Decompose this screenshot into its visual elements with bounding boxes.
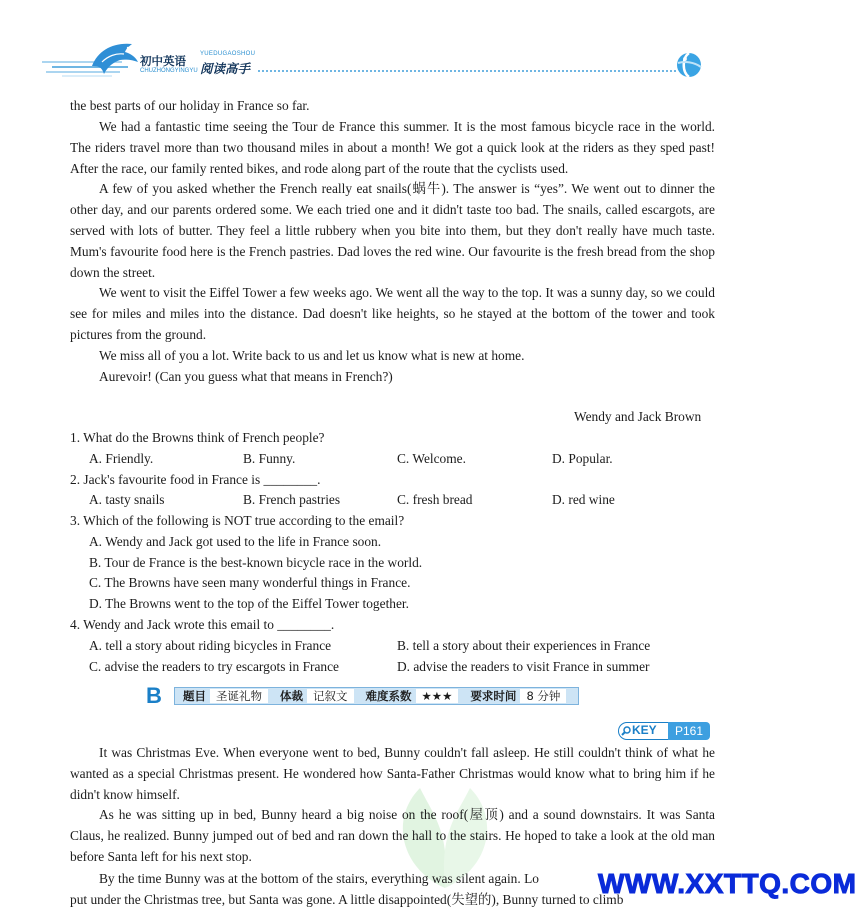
- question-option: A. tasty snails: [89, 492, 165, 507]
- question-option: B. French pastries: [243, 492, 341, 507]
- question-option: C. Welcome.: [397, 451, 466, 466]
- time-value: 8 分钟: [520, 689, 566, 703]
- passage-a-body: [70, 117, 715, 387]
- difficulty-label: 难度系数: [365, 689, 412, 703]
- title-value: 圣诞礼物: [210, 689, 268, 703]
- passage-b-paragraph: As he was sitting up in bed, Bunny heard a big noise on the roof(屋顶) and a sound downstairs. It was Santa Claus, he realized. Bunny jumped out of bed and ran down the hall to the stairs. He hoped to take a look at the old man before Santa left for his next stop.: [70, 807, 715, 864]
- question-option: D. Popular.: [552, 451, 613, 466]
- passage-b-partial-line: put under the Christmas tree, but Santa was gone. A little disappointed(失望的), Bunny turned to climb: [70, 892, 624, 907]
- question-option: C. fresh bread: [397, 492, 473, 507]
- site-watermark: WWW.XXTTQ.COM: [598, 868, 856, 899]
- answer-key-badge[interactable]: [618, 722, 710, 740]
- section-b-letter: B: [146, 683, 162, 708]
- difficulty-stars: ★★★: [416, 689, 459, 703]
- brand-pinyin-bottom: CHUZHONGYINGYU: [140, 68, 198, 74]
- passage-a-paragraph: A few of you asked whether the French really eat snails(蜗牛). The answer is “yes”. We went out to dinner the other day, and our parents ordered some. We each tried one and it didn't taste too bad. The snails, called escargots, are served with lots of butter. They feel a little rubbery when you bite into them, but they don't really have much taste. Mum's favourite food here is the French pastries. Dad loves the red wine. Our favourite is the fresh bread from the shop down the street.: [70, 181, 715, 280]
- brand-pinyin-top: YUEDUGAOSHOU: [200, 51, 256, 57]
- question-option: D. red wine: [552, 492, 615, 507]
- header-dotted-rule: [258, 70, 676, 72]
- page-header: [0, 36, 800, 92]
- question-stem: 3. Which of the following is NOT true according to the email?: [70, 513, 405, 528]
- question-stem: 1. What do the Browns think of French people?: [70, 430, 325, 445]
- beach-ball-icon: [676, 52, 702, 78]
- brand-title-cn: 初中英语: [140, 54, 186, 68]
- question-stem: 2. Jack's favourite food in France is ________.: [70, 472, 321, 487]
- section-b-meta-strip: [174, 687, 579, 705]
- question-stem: 4. Wendy and Jack wrote this email to ________.: [70, 617, 335, 632]
- question-option: B. tell a story about their experiences in France: [397, 638, 651, 653]
- question-option: D. The Browns went to the top of the Eiffel Tower together.: [89, 596, 410, 611]
- brand-subtitle-cn: 阅读高手: [200, 61, 251, 76]
- magnifier-icon: [621, 726, 631, 736]
- section-b-info-bar: [146, 683, 579, 708]
- question-option: A. Friendly.: [89, 451, 154, 466]
- question-option: A. Wendy and Jack got used to the life in France soon.: [89, 534, 382, 549]
- question-option: B. Funny.: [243, 451, 296, 466]
- passage-b-body: [70, 743, 715, 868]
- passage-b-paragraph: It was Christmas Eve. When everyone went to bed, Bunny couldn't fall asleep. He still couldn't think of what he wanted as a special Christmas present. He wondered how Santa-Father Christmas would know what to bring him if he didn't know himself.: [70, 745, 715, 802]
- question-option: C. The Browns have seen many wonderful things in France.: [89, 575, 411, 590]
- genre-label: 体裁: [280, 689, 303, 703]
- time-label: 要求时间: [470, 689, 517, 703]
- genre-value: 记叙文: [307, 689, 354, 703]
- title-label: 题目: [183, 689, 206, 703]
- dolphin-logo-icon: [88, 36, 140, 80]
- answer-key-page: P161: [668, 722, 710, 740]
- answer-key-label: KEY: [632, 723, 657, 737]
- passage-a-paragraph: We miss all of you a lot. Write back to us and let us know what is new at home.: [99, 347, 525, 363]
- question-option: A. tell a story about riding bicycles in France: [89, 638, 332, 653]
- question-option: D. advise the readers to visit France in summer: [397, 659, 650, 674]
- question-option: B. Tour de France is the best-known bicycle race in the world.: [89, 555, 423, 570]
- passage-a-paragraph: We had a fantastic time seeing the Tour de France this summer. It is the most famous bicycle race in the world. The riders travel more than two thousand miles in about a month! We got a quick look at the riders as they sped past! After the race, our family rented bikes, and rode along part of the route that the cyclists used.: [70, 119, 715, 176]
- passage-a-paragraph: We went to visit the Eiffel Tower a few weeks ago. We went all the way to the top. It was a sunny day, so we could see for miles and miles into the distance. Dad doesn't like heights, so he stayed at the bottom of the tower and took pictures from the ground.: [70, 285, 715, 342]
- passage-a-lead-line: the best parts of our holiday in France so far.: [70, 98, 310, 113]
- passage-b-partial-line: By the time Bunny was at the bottom of the stairs, everything was silent again. Lo: [99, 871, 539, 886]
- letter-signature: Wendy and Jack Brown: [574, 409, 702, 424]
- question-option: C. advise the readers to try escargots in France: [89, 659, 340, 674]
- passage-a-paragraph: Aurevoir! (Can you guess what that means in French?): [99, 368, 393, 384]
